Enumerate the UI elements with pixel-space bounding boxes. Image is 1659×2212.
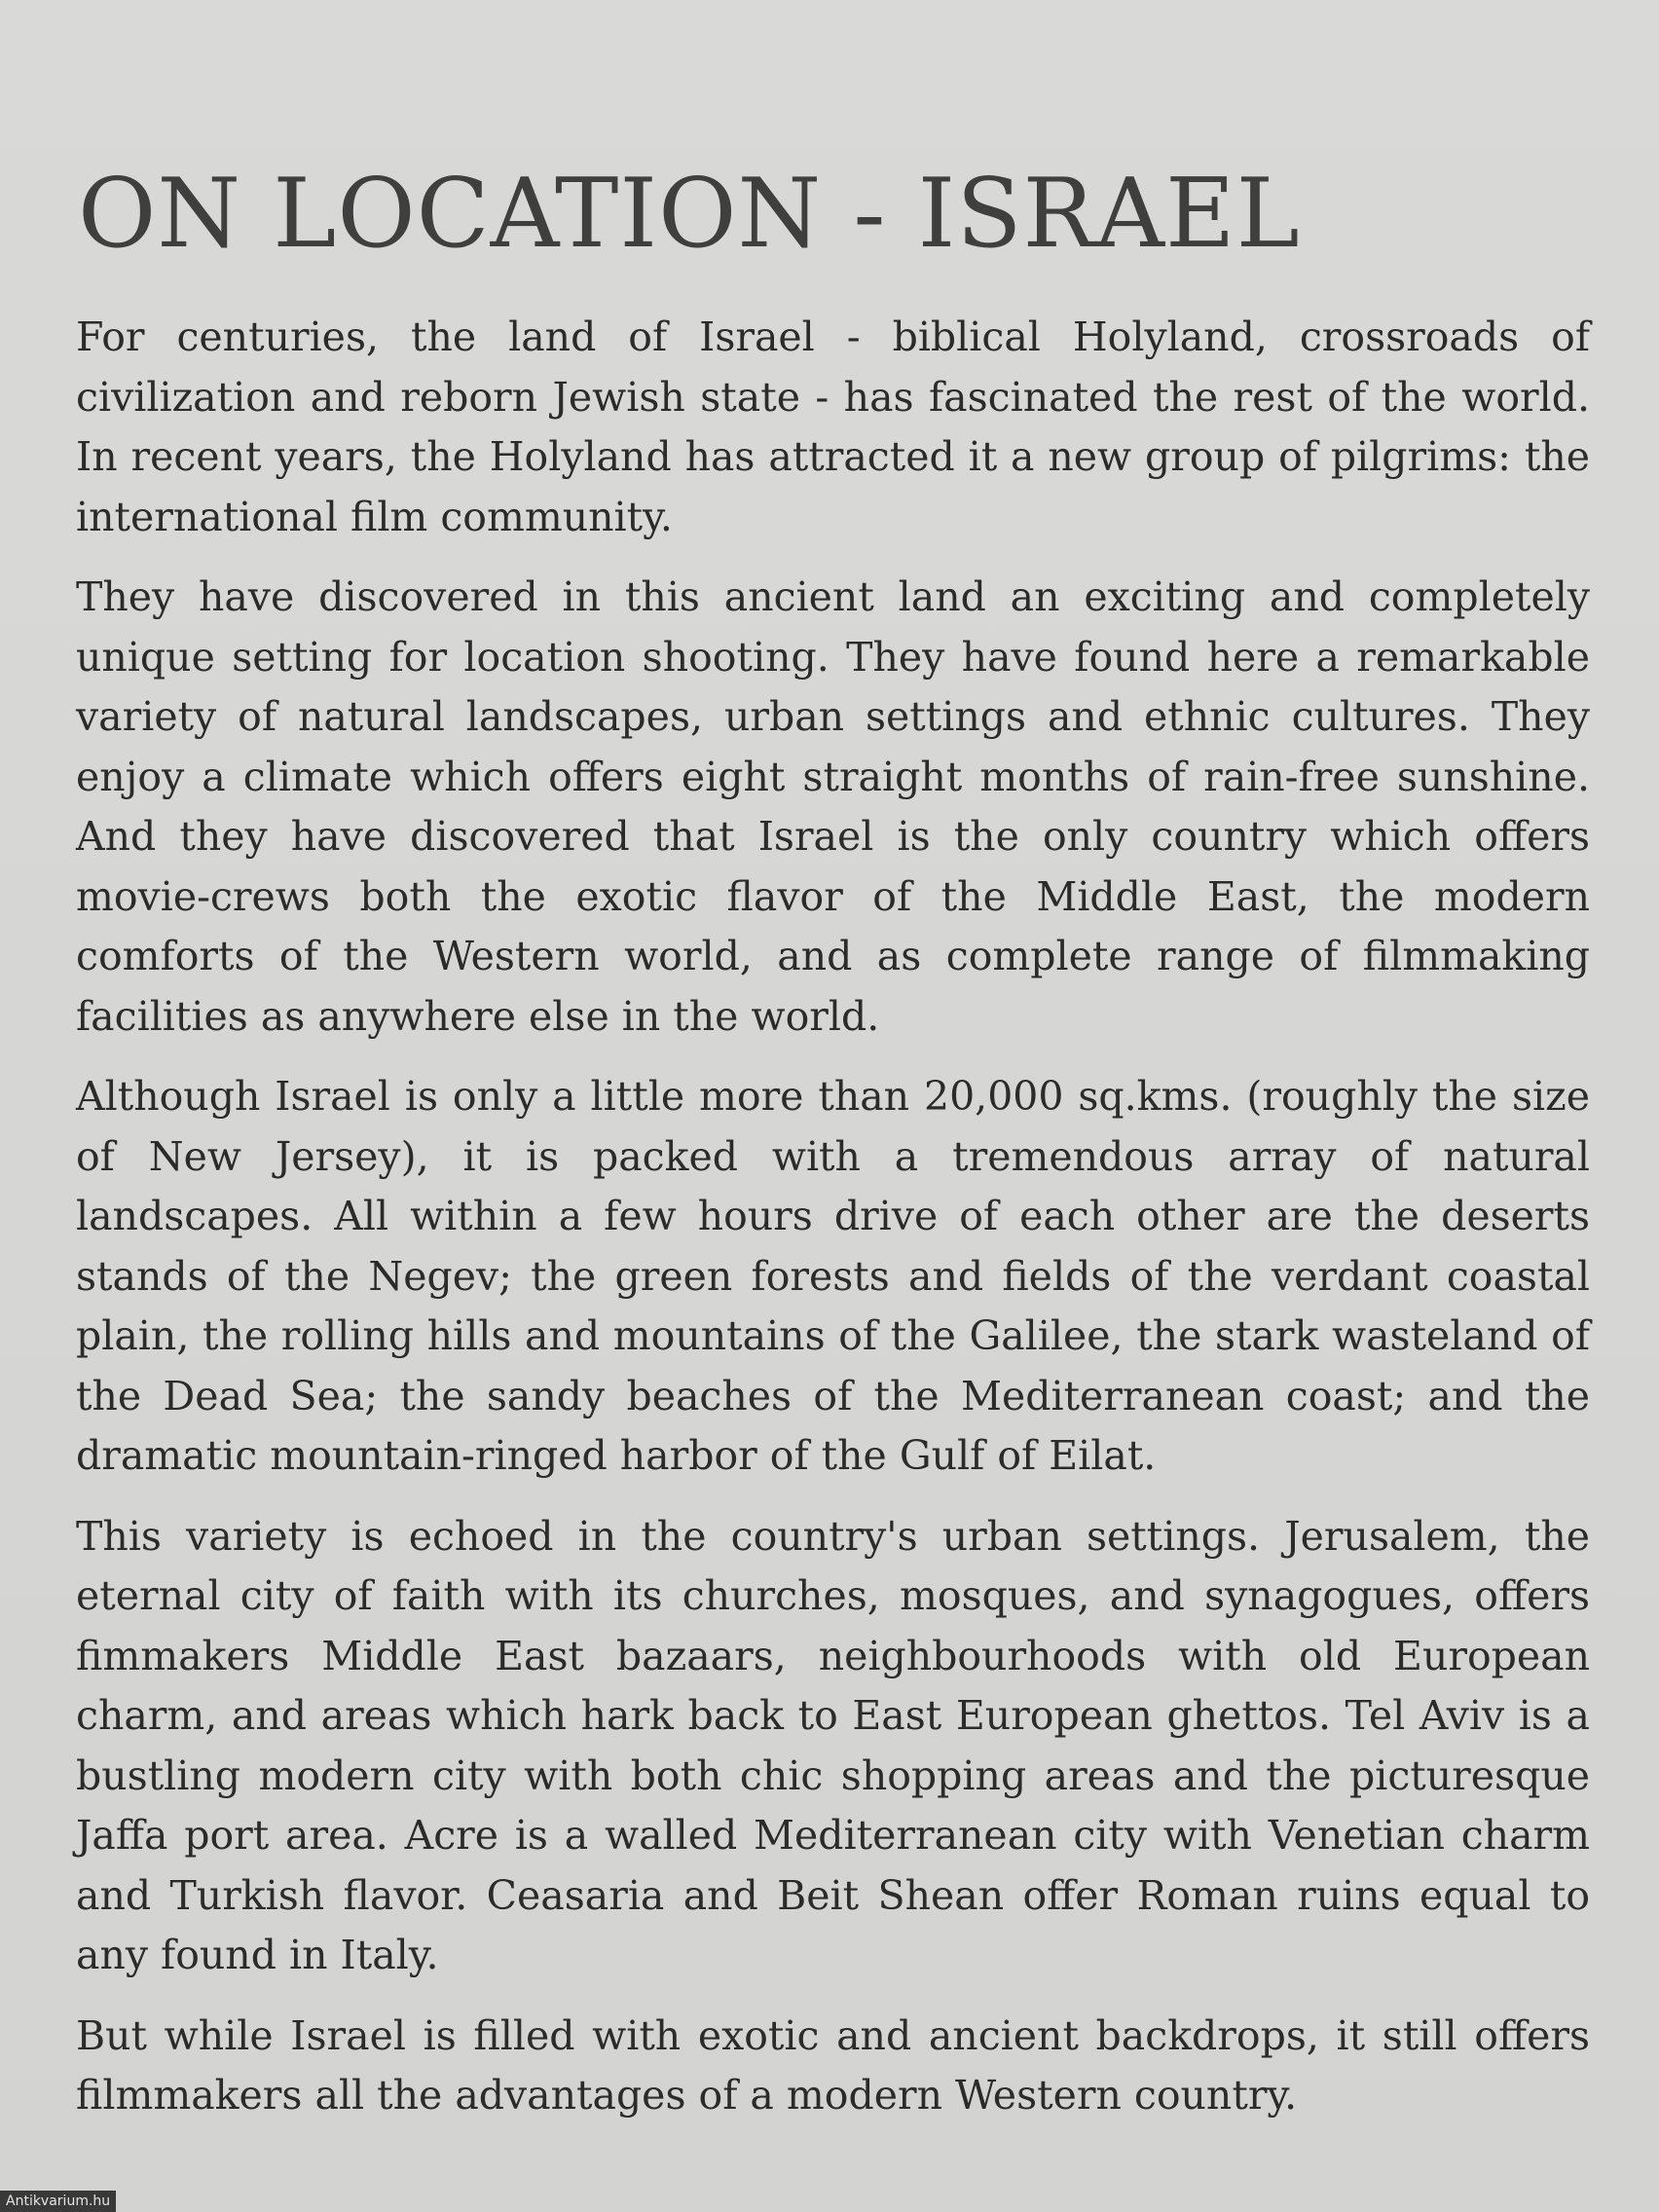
paragraph-2: They have discovered in this ancient land an exciting and completely unique setting for location shooting. They have found here a remarkable variety of natural landscapes, urban settings and ethnic cultures. They enjoy a climate which offers eight straight months of rain-free sunshine. And they have discovered that Israel is the only country which offers movie-crews both the exotic flavor of the Middle East, the modern comforts of the Western world, and as complete range of filmmaking facilities as anywhere else in the world. (76, 573, 1590, 1040)
watermark-label: Antikvarium.hu (0, 2191, 116, 2212)
page-title: ON LOCATION - ISRAEL (78, 159, 1301, 270)
paragraph-3: Although Israel is only a little more than 20,000 sq.kms. (roughly the size of New Jersey), it is packed with a tremendous array of natural landscapes. All within a few hours drive of each other are the deserts stands of the Negev; the green forests and fields of the verdant coastal plain, the rolling hills and mountains of the Galilee, the stark wasteland of the Dead Sea; the sandy beaches of the Mediterranean coast; and the dramatic mountain-ringed harbor of the Gulf of Eilat. (76, 1073, 1590, 1479)
paragraph-4: This variety is echoed in the country's urban settings. Jerusalem, the eternal city of faith with its churches, mosques, and synagogues, offers fimmakers Middle East bazaars, neighbourhoods with old European charm, and areas which hark back to East European ghettos. Tel Aviv is a bustling modern city with both chic shopping areas and the picturesque Jaffa port area. Acre is a walled Mediterranean city with Venetian charm and Turkish flavor. Ceasaria and Beit Shean offer Roman ruins equal to any found in Italy. (76, 1512, 1590, 1978)
paragraph-1: For centuries, the land of Israel - biblical Holyland, crossroads of civilization and reborn Jewish state - has fascinated the rest of the world. In recent years, the Holyland has attracted it a new group of pilgrims: the international film community. (76, 313, 1590, 540)
paragraph-5: But while Israel is filled with exotic and ancient backdrops, it still offers filmmakers all the advantages of a modern Western country. (76, 2011, 1590, 2119)
body-text (76, 308, 1590, 2147)
